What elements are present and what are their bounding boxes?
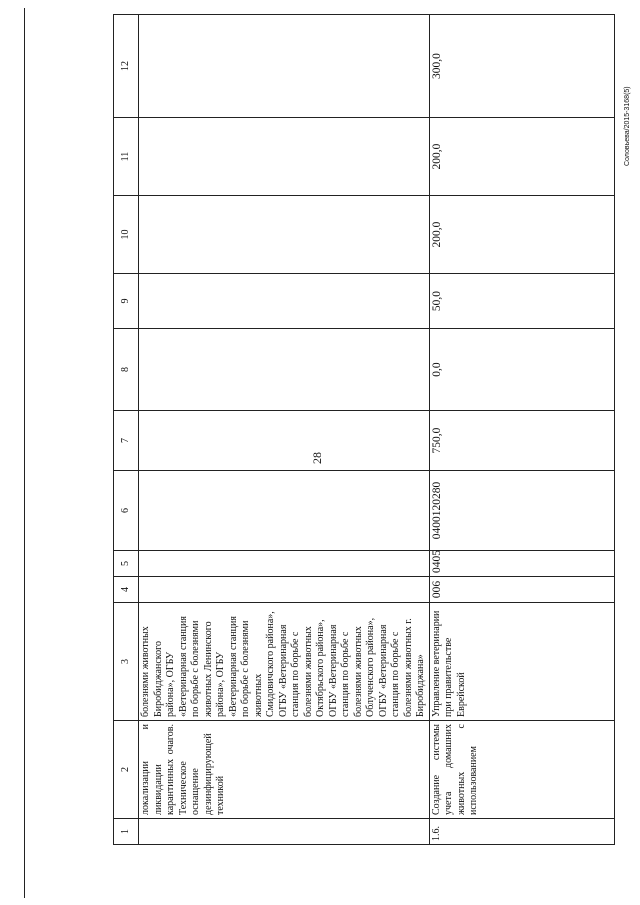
page-number: 28 <box>310 452 324 464</box>
cell-section-code: 0405 <box>429 551 614 577</box>
cell-empty <box>139 551 430 577</box>
table-row-continuation <box>139 15 430 845</box>
cell-total: 750,0 <box>429 411 614 471</box>
column-number-row <box>114 15 139 845</box>
cell-empty <box>139 15 430 118</box>
binding-line <box>24 8 25 898</box>
col-number: 4 <box>114 577 139 603</box>
budget-table <box>113 14 615 845</box>
cell-empty <box>139 577 430 603</box>
col-number: 11 <box>114 118 139 196</box>
cell-num: 1.6. <box>429 819 614 845</box>
col-number: 10 <box>114 196 139 274</box>
cell-year-value: 200,0 <box>429 118 614 196</box>
cell-empty <box>139 411 430 471</box>
cell-executor: Управление ветеринарии при правительстве Еврейской <box>429 603 614 721</box>
cell-empty <box>139 196 430 274</box>
cell-event-name: Создание системы учета домашних животных с использованием <box>429 721 614 819</box>
col-number: 8 <box>114 329 139 411</box>
col-number: 7 <box>114 411 139 471</box>
col-number: 12 <box>114 15 139 118</box>
cell-executor: болезнями животных Биробиджанского района», ОГБУ «Ветеринарная станция по борьбе с болезнями животных Ленинского района», ОГБУ «Ветеринарная станция по борьбе с болезнями животных Смидовичского района», ОГБУ «Ветеринарная станция по борьбе с болезнями животных Октябрьского района», ОГБУ «Ветеринарная станция по борьбе с болезнями животных Облученского района», ОГБУ «Ветеринарная станция по борьбе с болезнями животных г. Биробиджана» <box>139 603 430 721</box>
cell-empty <box>139 471 430 551</box>
cell-year-value: 200,0 <box>429 196 614 274</box>
col-number: 6 <box>114 471 139 551</box>
cell-year-value: 300,0 <box>429 15 614 118</box>
cell-target-code: 0400120280 <box>429 471 614 551</box>
col-number: 3 <box>114 603 139 721</box>
cell-event-name: локализации и ликвидации карантинных очагов. Техническое оснащение дезинфицирующей техникой <box>139 721 430 819</box>
table-row-1-6 <box>429 15 614 845</box>
cell-year-value: 0,0 <box>429 329 614 411</box>
cell-num <box>139 819 430 845</box>
col-number: 9 <box>114 274 139 329</box>
cell-empty <box>139 274 430 329</box>
rotated-table-container <box>113 15 538 845</box>
footer-code: Соловьева/2015-3168(5) <box>624 86 631 166</box>
col-number: 2 <box>114 721 139 819</box>
cell-year-value: 50,0 <box>429 274 614 329</box>
cell-empty <box>139 329 430 411</box>
col-number: 5 <box>114 551 139 577</box>
col-number: 1 <box>114 819 139 845</box>
cell-empty <box>139 118 430 196</box>
cell-ministry-code: 006 <box>429 577 614 603</box>
